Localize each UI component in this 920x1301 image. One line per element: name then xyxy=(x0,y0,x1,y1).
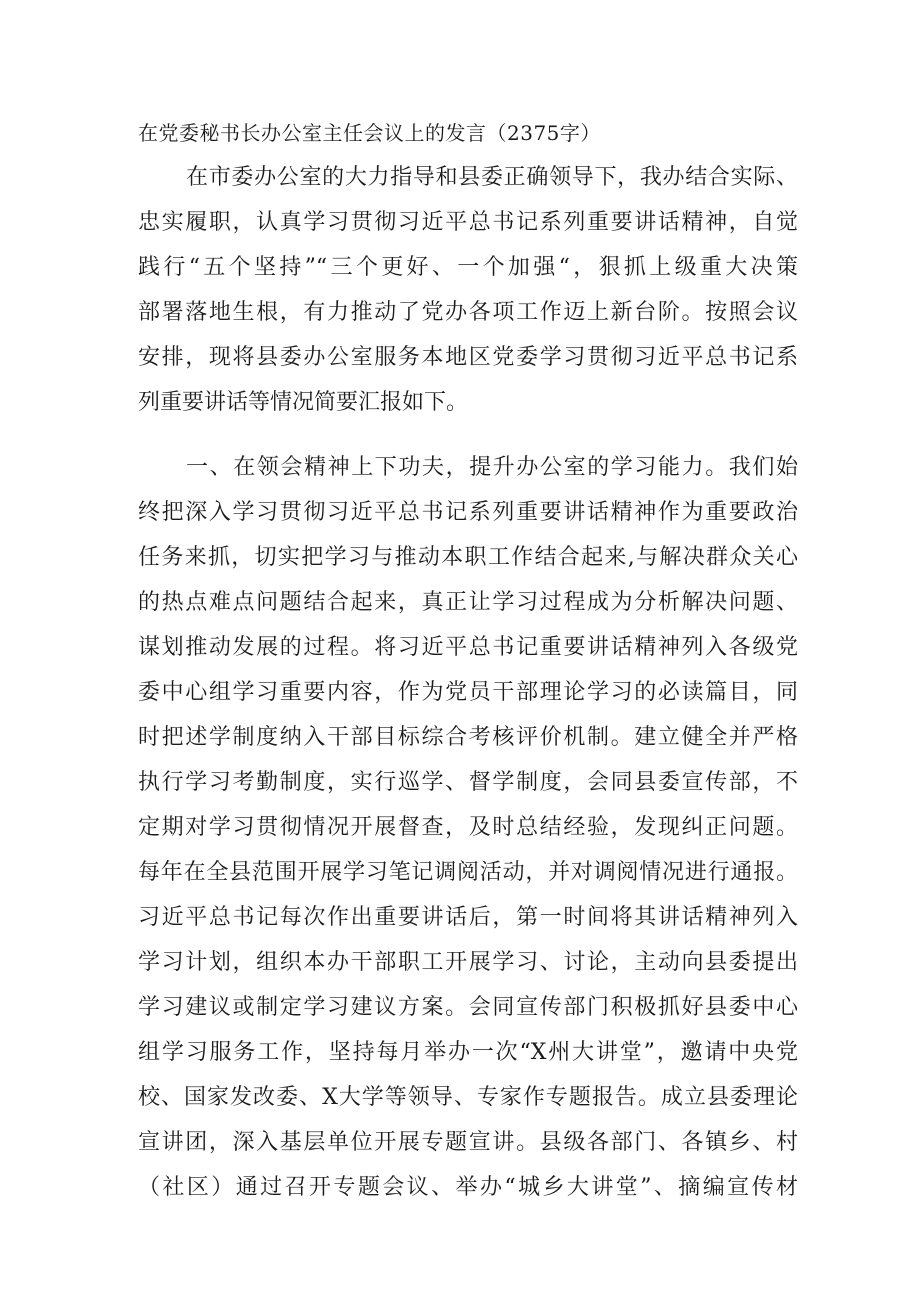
paragraph-line: 委中心组学习重要内容，作为党员干部理论学习的必读篇目，同 xyxy=(138,680,798,705)
paragraph-line: 忠实履职，认真学习贯彻习近平总书记系列重要讲话精神，自觉 xyxy=(138,210,798,235)
paragraph-line: 部署落地生根，有力推动了党办各项工作迈上新台阶。按照会议 xyxy=(138,300,798,325)
paragraph-line: 安排，现将县委办公室服务本地区党委学习贯彻习近平总书记系 xyxy=(138,345,798,370)
paragraph-line: 宣讲团，深入基层单位开展专题宣讲。县级各部门、各镇乡、村 xyxy=(138,1130,798,1155)
paragraph-line: 列重要讲话等情况简要汇报如下。 xyxy=(138,390,469,415)
paragraph-line: 组学习服务工作，坚持每月举办一次“X州大讲堂”，邀请中央党 xyxy=(138,1040,798,1065)
paragraph-line: 一、在领会精神上下功夫，提升办公室的学习能力。我们始 xyxy=(186,455,798,480)
paragraph-line: 在市委办公室的大力指导和县委正确领导下，我办结合实际、 xyxy=(186,165,798,190)
paragraph-line: 定期对学习贯彻情况开展督查，及时总结经验，发现纠正问题。 xyxy=(138,815,798,840)
paragraph-line: 谋划推动发展的过程。将习近平总书记重要讲话精神列入各级党 xyxy=(138,635,798,660)
paragraph-line: 校、国家发改委、X大学等领导、专家作专题报告。成立县委理论 xyxy=(138,1085,798,1110)
document-title: 在党委秘书长办公室主任会议上的发言（2375字） xyxy=(138,121,601,145)
paragraph-line: 学习建议或制定学习建议方案。会同宣传部门积极抓好县委中心 xyxy=(138,995,798,1020)
paragraph-line: 时把述学制度纳入干部目标综合考核评价机制。建立健全并严格 xyxy=(138,725,798,750)
paragraph-line: （社区）通过召开专题会议、举办“城乡大讲堂”、摘编宣传材 xyxy=(138,1175,798,1200)
paragraph-line: 任务来抓，切实把学习与推动本职工作结合起来,与解决群众关心 xyxy=(138,545,798,570)
paragraph-line: 终把深入学习贯彻习近平总书记系列重要讲话精神作为重要政治 xyxy=(138,500,798,525)
paragraph-line: 执行学习考勤制度，实行巡学、督学制度，会同县委宣传部，不 xyxy=(138,770,798,795)
paragraph-line: 学习计划，组织本办干部职工开展学习、讨论，主动向县委提出 xyxy=(138,950,798,975)
paragraph-line: 习近平总书记每次作出重要讲话后，第一时间将其讲话精神列入 xyxy=(138,905,798,930)
paragraph-line: 践行“五个坚持”“三个更好、一个加强“，狠抓上级重大决策 xyxy=(138,255,798,280)
paragraph-line: 每年在全县范围开展学习笔记调阅活动，并对调阅情况进行通报。 xyxy=(138,860,798,885)
paragraph-line: 的热点难点问题结合起来，真正让学习过程成为分析解决问题、 xyxy=(138,590,798,615)
